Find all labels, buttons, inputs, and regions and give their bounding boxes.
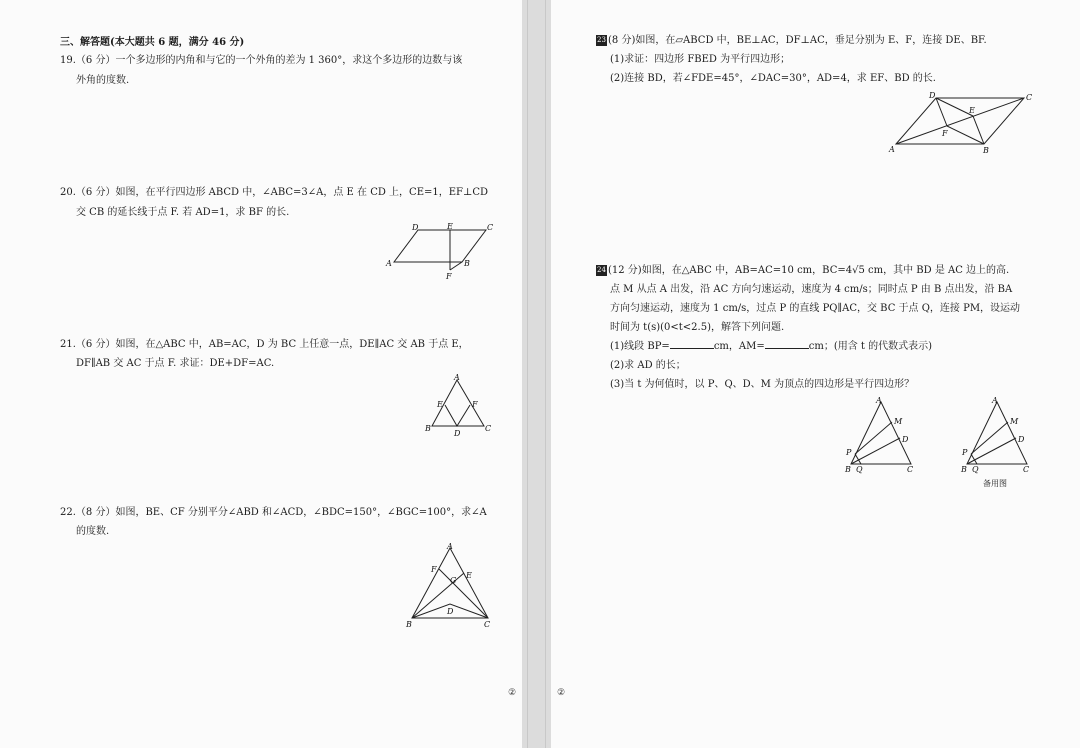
label-d: D xyxy=(902,435,909,444)
q22-line1: 22.（8 分）如图，BE、CF 分别平分∠ABD 和∠ACD，∠BDC=150°，∠BGC=100°，求∠A xyxy=(60,507,487,518)
q24-line3: 方向匀速运动，速度为 1 cm/s，过点 P 的直线 PQ∥AC，交 BC 于点 Q，连接 PM，设运动 xyxy=(610,303,1021,314)
label-c: C xyxy=(907,465,914,474)
q23-line2: (1)求证：四边形 FBED 为平行四边形； xyxy=(610,54,791,65)
q19-line1: 19.（6 分）一个多边形的内角和与它的一个外角的差为 1 360°，求这个多边形的边数与该 xyxy=(60,55,463,66)
triangle-abc xyxy=(851,402,911,464)
label-f: F xyxy=(942,129,948,138)
label-e: E xyxy=(466,571,472,580)
label-d: D xyxy=(447,607,454,616)
label-q: Q xyxy=(856,465,863,474)
label-c: C xyxy=(484,620,491,629)
q24-sub3: (3)当 t 为何值时，以 P、Q、D、M 为顶点的四边形是平行四边形？ xyxy=(610,379,915,390)
label-b: B xyxy=(425,424,431,433)
am-answer-blank[interactable] xyxy=(765,339,809,349)
label-c: C xyxy=(487,223,494,232)
label-b: B xyxy=(983,146,989,155)
q21-line2: DF∥AB 交 AC 于点 F. 求证：DE+DF=AC. xyxy=(76,358,275,369)
q19-line2: 外角的度数. xyxy=(76,75,130,86)
diagonal-ac xyxy=(896,98,1024,144)
label-d: D xyxy=(929,91,936,100)
segment-pm xyxy=(971,422,1008,454)
triangle-abc xyxy=(967,402,1027,464)
q24-line1: 24 (12 分)如图，在△ABC 中，AB=AC=10 cm，BC=4√5 cm，其中 BD 是 AC 边上的高. xyxy=(597,265,1010,276)
right-page-number: ② xyxy=(557,688,566,698)
q22-figure xyxy=(404,540,496,630)
label-e: E xyxy=(437,400,443,409)
segments-ed-df xyxy=(445,405,470,426)
label-p: P xyxy=(962,448,968,457)
label-m: M xyxy=(894,417,903,426)
q24-line4: 时间为 t(s)(0<t<2.5)，解答下列问题. xyxy=(610,322,785,333)
label-c: C xyxy=(485,424,492,433)
q20-line2: 交 CB 的延长线于点 F. 若 AD=1，求 BF 的长. xyxy=(76,207,290,218)
label-e: E xyxy=(447,222,453,231)
extension-cb xyxy=(450,262,462,270)
label-a: A xyxy=(889,145,895,154)
q24-sub1: (1)线段 BP= cm，AM= cm；(用含 t 的代数式表示) xyxy=(610,341,933,352)
q23-number-badge: 23 xyxy=(597,36,606,44)
label-e: E xyxy=(969,106,975,115)
label-b: B xyxy=(961,465,967,474)
left-page-number: ② xyxy=(508,688,517,698)
section-title: 三、解答题(本大题共 6 题，满分 46 分) xyxy=(60,37,245,48)
q23-line3: (2)连接 BD，若∠FDE=45°，∠DAC=30°，AD=4，求 EF、BD 的长. xyxy=(610,73,936,84)
q24-figure xyxy=(845,396,917,476)
label-a: A xyxy=(876,396,882,405)
label-b: B xyxy=(406,620,412,629)
q24-line2: 点 M 从点 A 出发，沿 AC 方向匀速运动，速度为 4 cm/s；同时点 P 由 B 点出发，沿 BA xyxy=(610,284,1013,295)
label-c: C xyxy=(1026,93,1033,102)
label-d: D xyxy=(412,223,419,232)
q20-figure xyxy=(386,222,496,282)
label-a: A xyxy=(454,373,460,382)
right-page xyxy=(551,0,1080,748)
label-g: G xyxy=(450,576,457,585)
backup-figure-caption: 备用图 xyxy=(983,479,1007,488)
left-page xyxy=(0,0,522,748)
page-gutter xyxy=(522,0,551,748)
label-q: Q xyxy=(972,465,979,474)
q24-sub2: (2)求 AD 的长； xyxy=(610,360,686,371)
label-c: C xyxy=(1023,465,1030,474)
label-a: A xyxy=(992,396,998,405)
label-a: A xyxy=(447,542,453,551)
label-f: F xyxy=(446,272,452,281)
q23-figure xyxy=(886,90,1036,156)
q23-line1: 23 (8 分)如图，在▱ABCD 中，BE⊥AC，DF⊥AC，垂足分别为 E、F，连接 DE、BF. xyxy=(597,35,987,46)
label-b: B xyxy=(845,465,851,474)
q21-figure xyxy=(424,374,494,438)
q24-backup-figure xyxy=(961,396,1033,492)
q21-line1: 21.（6 分）如图，在△ABC 中，AB=AC，D 为 BC 上任意一点，DE∥AC 交 AB 于点 E， xyxy=(60,339,469,350)
label-p: P xyxy=(846,448,852,457)
q22-line2: 的度数. xyxy=(76,526,110,537)
label-f: F xyxy=(431,565,437,574)
label-d: D xyxy=(1018,435,1025,444)
parallelogram-abcd xyxy=(394,230,486,262)
q20-line1: 20.（6 分）如图，在平行四边形 ABCD 中，∠ABC=3∠A，点 E 在 CD 上，CE=1，EF⊥CD xyxy=(60,187,489,198)
label-b: B xyxy=(464,259,470,268)
label-f: F xyxy=(472,400,478,409)
label-a: A xyxy=(386,259,392,268)
q24-number-badge: 24 xyxy=(597,266,606,274)
label-m: M xyxy=(1010,417,1019,426)
segment-pm xyxy=(855,422,892,454)
bp-answer-blank[interactable] xyxy=(670,339,714,349)
label-d: D xyxy=(454,429,461,438)
